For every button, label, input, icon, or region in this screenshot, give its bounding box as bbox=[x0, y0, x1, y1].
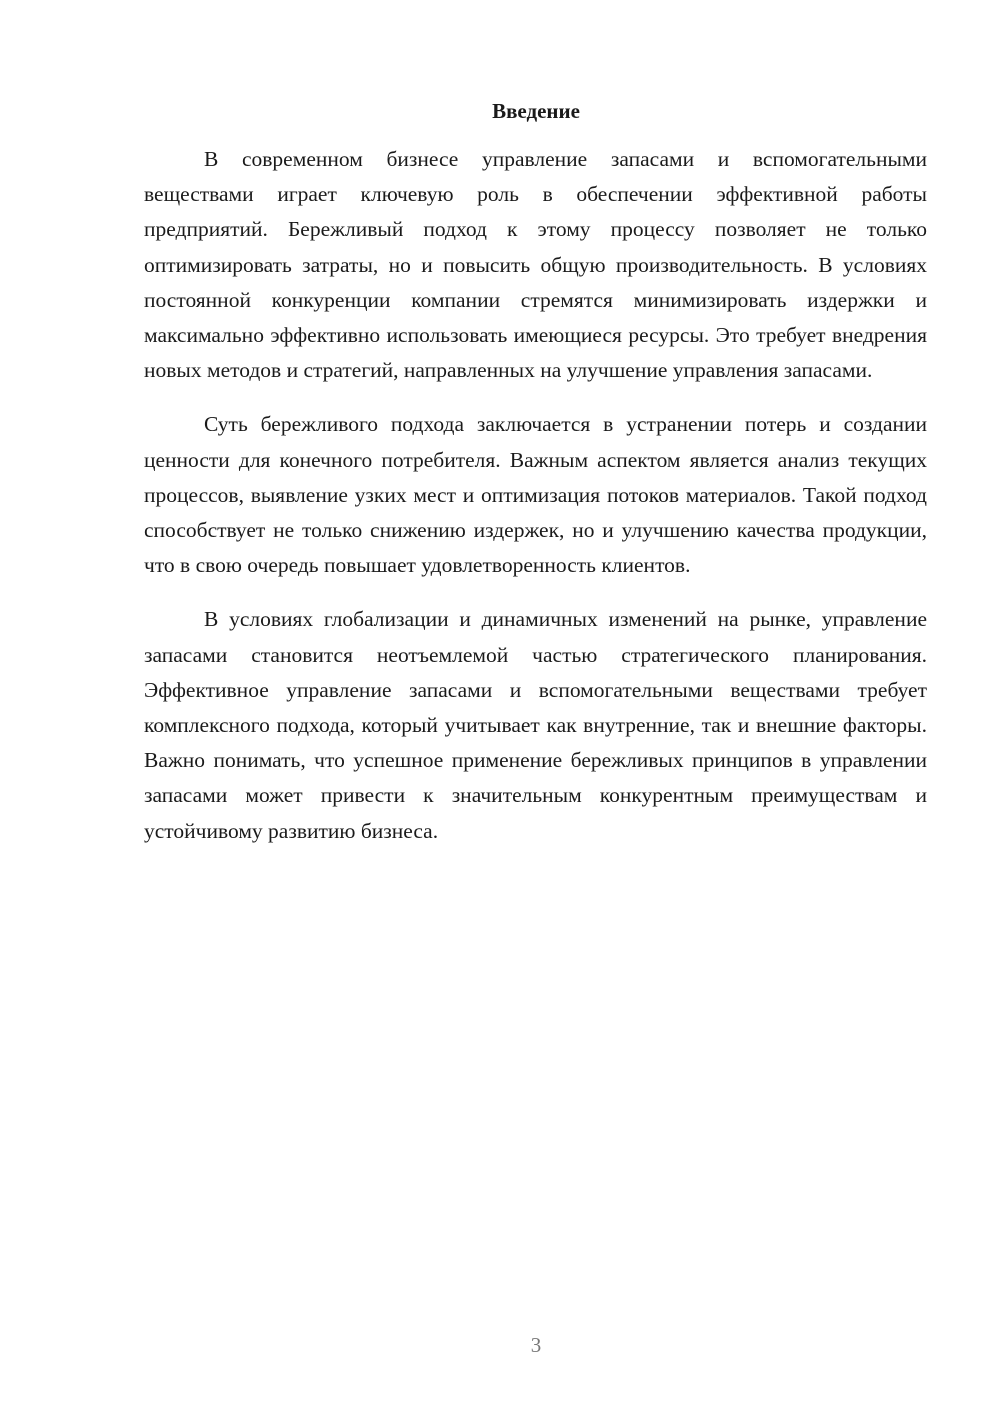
section-heading: Введение bbox=[492, 99, 580, 123]
paragraph: В современном бизнесе управление запасами и вспомогательными веществами играет ключевую роль в обеспечении эффективной работы предприятий. Бережливый подход к этому процессу позволяет не только оптимизировать затраты, но и повысить общую производительность. В условиях постоянной конкуренции компании стремятся минимизировать издержки и максимально эффективно использовать имеющиеся ресурсы. Это требует внедрения новых методов и стратегий, направленных на улучшение управления запасами. bbox=[144, 147, 927, 383]
page-number: 3 bbox=[530, 1333, 542, 1357]
paragraph: В условиях глобализации и динамичных изменений на рынке, управление запасами становится неотъемлемой частью стратегического планирования. Эффективное управление запасами и вспомогательными веществами требует комплексного подхода, который учитывает как внутренние, так и внешние факторы. Важно понимать, что успешное применение бережливых принципов в управлении запасами может привести к значительным конкурентным преимуществам и устойчивому развитию бизнеса. bbox=[144, 607, 927, 843]
body-text bbox=[144, 142, 927, 849]
paragraph: Суть бережливого подхода заключается в устранении потерь и создании ценности для конечного потребителя. Важным аспектом является анализ текущих процессов, выявление узких мест и оптимизация потоков материалов. Такой подход способствует не только снижению издержек, но и улучшению качества продукции, что в свою очередь повышает удовлетворенность клиентов. bbox=[144, 412, 927, 578]
